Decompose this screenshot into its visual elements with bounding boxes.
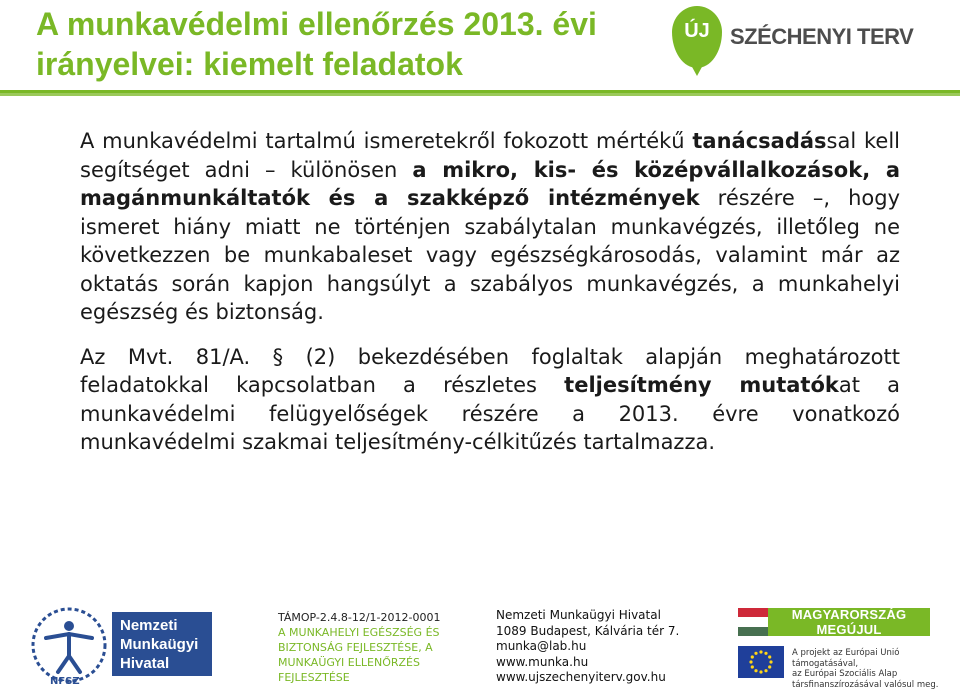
footer <box>0 596 960 694</box>
tamop-desc-3: MUNKAÜGYI ELLENŐRZÉS <box>278 656 420 669</box>
contact-website[interactable]: www.munka.hu <box>496 654 589 669</box>
contact-block <box>496 608 716 686</box>
tamop-desc-4: FEJLESZTÉSE <box>278 671 350 684</box>
text-run: at a munkavédelmi felügyelőségek részére a 2013. évre vonatkozó munkavédelmi szakmai teljesítmény-célkitűzés tartalmazza. <box>80 373 900 454</box>
page-title: A munkavédelmi ellenőrzés 2013. évi irányelvei: kiemelt feladatok <box>36 6 597 82</box>
text-run: részére –, hogy ismeret hiány miatt ne történjen szabálytalan munkavégzés, illetőleg ne következzen be munkabaleset vagy egészségkárosodás, valamint már az oktatás során kapjon hangsúlyt a szabályos munkavégzés, a munkahelyi egészség és biztonság. <box>80 186 900 324</box>
nmh-line-3: Hivatal <box>120 655 170 672</box>
eu-note-2: az Európai Szociális Alap <box>792 669 898 679</box>
text-run: A munkavédelmi tartalmú ismeretekről fokozott mértékű <box>80 129 693 153</box>
eu-note-3: társfinanszírozásával valósul meg. <box>792 679 939 690</box>
eu-support-note <box>792 648 942 690</box>
contact-email[interactable]: munka@lab.hu <box>496 639 587 654</box>
map-pin-tail <box>685 54 709 76</box>
tamop-block <box>278 610 478 685</box>
hungarian-flag-icon <box>738 608 768 636</box>
tamop-desc-2: BIZTONSÁG FEJLESZTÉSE, A <box>278 641 433 654</box>
nmh-line-2: Munkaügyi <box>120 636 199 653</box>
nmh-emblem-icon <box>28 604 110 686</box>
slide-content <box>80 127 900 473</box>
bold-text-run: teljesítmény mutatók <box>564 373 839 397</box>
text-run: sal kell segítséget adni – különösen <box>80 129 900 182</box>
nfsz-label: NFSZ <box>50 676 80 687</box>
paragraph-performance-indicators <box>80 343 900 457</box>
eu-flag-icon <box>738 646 784 678</box>
mm-logo-text: MAGYARORSZÁG MEGÚJUL <box>791 607 907 637</box>
tamop-desc-1: A MUNKAHELYI EGÉSZSÉG ÉS <box>278 626 440 639</box>
contact-address: 1089 Budapest, Kálvária tér 7. <box>496 623 680 638</box>
nmh-line-1: Nemzeti <box>120 617 178 634</box>
header-divider <box>0 90 960 96</box>
tamop-code: TÁMOP-2.4.8-12/1-2012-0001 <box>278 611 441 624</box>
uj-szechenyi-terv-logo <box>672 6 922 82</box>
contact-org: Nemzeti Munkaügyi Hivatal <box>496 608 661 622</box>
text-run: Az Mvt. 81/A. § (2) bekezdésében foglaltak alapján meghatározott feladatokkal kapcsolatban a részletes <box>80 344 900 397</box>
contact-website-2[interactable]: www.ujszechenyiterv.gov.hu <box>496 670 666 685</box>
logo-pin-text: ÚJ <box>684 20 710 42</box>
eu-note-1: A projekt az Európai Unió támogatásával, <box>792 648 900 669</box>
nmh-logo-box <box>112 612 212 676</box>
bold-text-run: a mikro, kis- és középvállalkozások, a magánmunkáltatók és a szakképző intézmények <box>80 157 901 210</box>
bold-text-run: tanácsadás <box>692 129 827 153</box>
magyarorszag-megujul-logo <box>738 608 930 636</box>
paragraph-advisory <box>80 127 900 327</box>
logo-brand-text: SZÉCHENYI TERV <box>730 24 914 49</box>
